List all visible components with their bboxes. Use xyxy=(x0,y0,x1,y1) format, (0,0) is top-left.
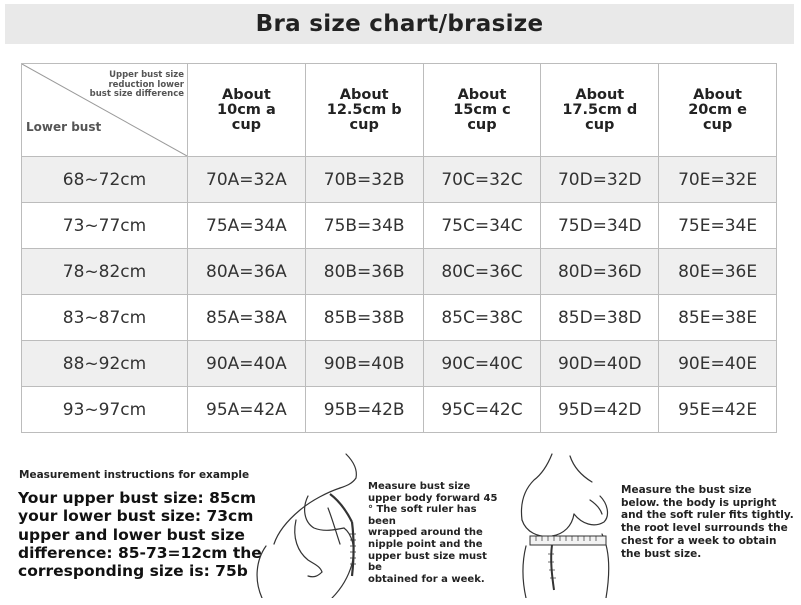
size-cell: 90C=40C xyxy=(423,341,541,387)
size-cell: 80C=36C xyxy=(423,249,541,295)
upper-bust-note: Measure bust size upper body forward 45 ° The soft ruler has been wrapped around the nipple point and the upper bust size must be obtained for a week. xyxy=(368,481,498,585)
row-label: 68~72cm xyxy=(22,157,188,203)
instructions-example: Your upper bust size: 85cm your lower bust size: 73cm upper and lower bust size difference: 85-73=12cm the corresponding size is: 75b xyxy=(18,489,262,581)
col-header-a: About 10cm a cup xyxy=(188,64,306,157)
size-cell: 75D=34D xyxy=(541,203,659,249)
col-header-d: About 17.5cm d cup xyxy=(541,64,659,157)
table-row xyxy=(22,341,777,387)
size-cell: 85D=38D xyxy=(541,295,659,341)
size-cell: 90A=40A xyxy=(188,341,306,387)
size-cell: 75E=34E xyxy=(659,203,777,249)
size-cell: 90B=40B xyxy=(305,341,423,387)
size-cell: 80A=36A xyxy=(188,249,306,295)
size-cell: 70E=32E xyxy=(659,157,777,203)
lower-bust-measure-illustration xyxy=(512,450,622,598)
col-header-b: About 12.5cm b cup xyxy=(305,64,423,157)
col-header-c: About 15cm c cup xyxy=(423,64,541,157)
size-cell: 70B=32B xyxy=(305,157,423,203)
lower-bust-note: Measure the bust size below. the body is upright and the soft ruler fits tightly. the root level surrounds the chest for a week to obtain the bust size. xyxy=(621,484,794,560)
size-cell: 85E=38E xyxy=(659,295,777,341)
upper-bust-measure-illustration xyxy=(248,448,368,598)
row-label: 93~97cm xyxy=(22,387,188,433)
size-cell: 80D=36D xyxy=(541,249,659,295)
size-cell: 95D=42D xyxy=(541,387,659,433)
size-cell: 75C=34C xyxy=(423,203,541,249)
size-cell: 95C=42C xyxy=(423,387,541,433)
table-row xyxy=(22,157,777,203)
size-cell: 85B=38B xyxy=(305,295,423,341)
corner-top-label: Upper bust size reduction lower bust size difference xyxy=(89,70,184,99)
size-cell: 80E=36E xyxy=(659,249,777,295)
corner-bottom-label: Lower bust xyxy=(26,120,102,134)
size-cell: 95E=42E xyxy=(659,387,777,433)
corner-cell xyxy=(22,64,188,157)
size-cell: 70C=32C xyxy=(423,157,541,203)
table-row xyxy=(22,295,777,341)
size-cell: 75A=34A xyxy=(188,203,306,249)
row-label: 73~77cm xyxy=(22,203,188,249)
row-label: 88~92cm xyxy=(22,341,188,387)
size-cell: 70A=32A xyxy=(188,157,306,203)
size-cell: 75B=34B xyxy=(305,203,423,249)
size-cell: 85A=38A xyxy=(188,295,306,341)
size-cell: 80B=36B xyxy=(305,249,423,295)
page-title: Bra size chart/brasize xyxy=(255,11,544,37)
size-cell: 90D=40D xyxy=(541,341,659,387)
instructions-heading: Measurement instructions for example xyxy=(19,469,250,481)
size-chart-table xyxy=(21,63,777,433)
header-row xyxy=(22,64,777,157)
row-label: 78~82cm xyxy=(22,249,188,295)
size-cell: 95A=42A xyxy=(188,387,306,433)
title-bar xyxy=(5,4,794,44)
row-label: 83~87cm xyxy=(22,295,188,341)
col-header-e: About 20cm e cup xyxy=(659,64,777,157)
table-row xyxy=(22,249,777,295)
table-row xyxy=(22,203,777,249)
size-cell: 70D=32D xyxy=(541,157,659,203)
size-cell: 95B=42B xyxy=(305,387,423,433)
size-cell: 85C=38C xyxy=(423,295,541,341)
size-cell: 90E=40E xyxy=(659,341,777,387)
table-row xyxy=(22,387,777,433)
